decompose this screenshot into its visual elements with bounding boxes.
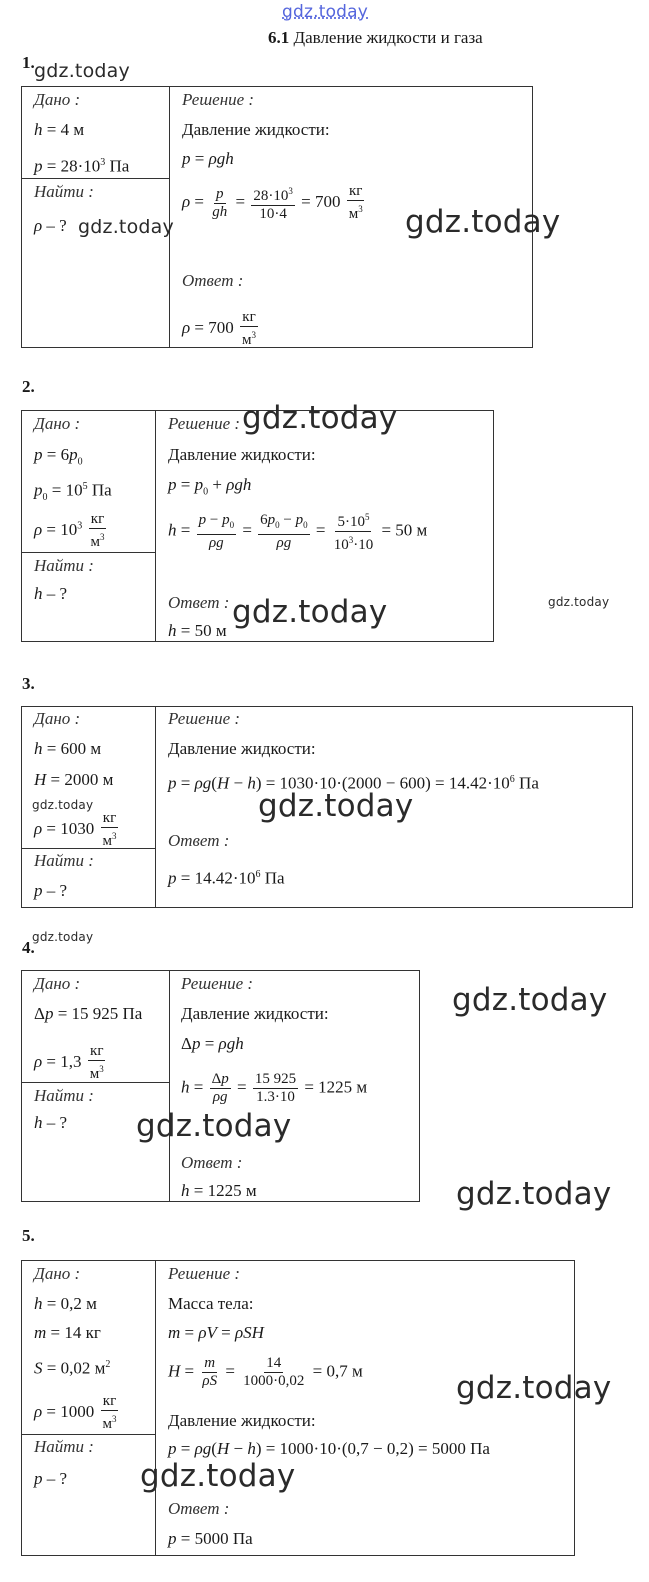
formula-line: p = ρg(H − h) = 1000·10·(0,7 − 0,2) = 5000 Па bbox=[168, 1439, 490, 1458]
find-label: Найти : bbox=[34, 851, 94, 870]
find-item: p – ? bbox=[34, 1469, 68, 1488]
formula-line: Δp = ρgh bbox=[181, 1034, 244, 1053]
given-item: $\rho = 10^3$ $\frac{кг}{м^3}$ bbox=[34, 511, 105, 550]
answer-value: ρ = 700 $\frac{кг}{м^3}$ bbox=[182, 309, 257, 348]
problem-number-1: 1. bbox=[22, 53, 35, 72]
solution-subtitle: Масса тела: bbox=[168, 1294, 254, 1313]
problem-number-2: 2. bbox=[22, 377, 35, 396]
solution-subtitle: Давление жидкости: bbox=[182, 120, 330, 139]
given-item: ρ = 1030 $\frac{кг}{м^3}$ bbox=[34, 810, 117, 849]
answer-value: $p = 14.42\cdot 10^6$ Па bbox=[168, 868, 285, 888]
watermark: gdz.today bbox=[548, 595, 610, 609]
problem-4-table bbox=[21, 970, 420, 1202]
solution-label: Решение : bbox=[181, 974, 254, 993]
formula-line: p = ρgh bbox=[182, 149, 234, 168]
solution-subtitle: Давление жидкости: bbox=[168, 739, 316, 758]
formula-line: $p = p_0 + \rho gh$ bbox=[168, 475, 252, 498]
given-label: Дано : bbox=[34, 709, 81, 728]
given-item: h = 0,2 м bbox=[34, 1294, 97, 1313]
answer-label: Ответ : bbox=[168, 593, 230, 612]
answer-value: h = 50 м bbox=[168, 621, 227, 640]
find-label: Найти : bbox=[34, 182, 94, 201]
watermark: gdz.today bbox=[405, 204, 561, 240]
section-title bbox=[268, 28, 483, 48]
section-title-text: Давление жидкости и газа bbox=[293, 28, 483, 47]
given-item: S = 0,02 $м^2$ bbox=[34, 1358, 111, 1378]
solution-subtitle: Давление жидкости: bbox=[168, 1411, 316, 1430]
formula-line: h = $\frac{p - p_0}{\rho g}$ = $\frac{6p_0 - p_0}{\rho g}$ = $\frac{5\cdot 10^5}{10^3\cdot 10}$ = 50 м bbox=[168, 509, 427, 554]
given-item: h = 4 м bbox=[34, 120, 85, 139]
given-item: h = 600 м bbox=[34, 739, 102, 758]
solution-subtitle: Давление жидкости: bbox=[181, 1004, 329, 1023]
watermark: gdz.today bbox=[140, 1458, 296, 1494]
watermark: gdz.today bbox=[232, 594, 388, 630]
problem-number-4: 4. bbox=[22, 938, 35, 957]
find-item: h – ? bbox=[34, 584, 68, 603]
given-item: m = 14 кг bbox=[34, 1323, 101, 1342]
watermark: gdz.today bbox=[78, 216, 174, 238]
watermark: gdz.today bbox=[258, 788, 414, 824]
solution-label: Решение : bbox=[168, 709, 241, 728]
formula-line: H = $\frac{m}{\rho S}$ = $\frac{14}{1000\cdot 0,02}$ = 0,7 м bbox=[168, 1355, 363, 1389]
answer-value: p = 5000 Па bbox=[168, 1529, 253, 1548]
problem-number-5: 5. bbox=[22, 1226, 35, 1245]
given-item: $p_0 = 10^5$ Па bbox=[34, 480, 112, 504]
given-item: H = 2000 м bbox=[34, 770, 114, 789]
watermark: gdz.today bbox=[136, 1108, 292, 1144]
find-label: Найти : bbox=[34, 1437, 94, 1456]
answer-label: Ответ : bbox=[182, 271, 244, 290]
given-item: $p = 6p_0$ bbox=[34, 445, 83, 468]
find-item: ρ – ? bbox=[34, 216, 67, 235]
solution-label: Решение : bbox=[168, 414, 241, 433]
watermark: gdz.today bbox=[452, 982, 608, 1018]
answer-value: h = 1225 м bbox=[181, 1181, 257, 1200]
watermark: gdz.today bbox=[456, 1176, 612, 1212]
formula-line: h = $\frac{\Delta p}{\rho g}$ = $\frac{15 925}{1.3\cdot 10}$ = 1225 м bbox=[181, 1071, 368, 1105]
formula-line: $p = \rho g(H - h) = 1030\cdot 10\cdot(2000 - 600) = 14.42\cdot 10^6$ Па bbox=[168, 773, 539, 793]
problem-number-3: 3. bbox=[22, 674, 35, 693]
find-label: Найти : bbox=[34, 1086, 94, 1105]
given-item: ρ = 1,3 $\frac{кг}{м^3}$ bbox=[34, 1043, 104, 1082]
given-item: ρ = 1000 $\frac{кг}{м^3}$ bbox=[34, 1393, 117, 1432]
formula-line: m = ρV = ρSH bbox=[168, 1323, 264, 1342]
solution-subtitle: Давление жидкости: bbox=[168, 445, 316, 464]
watermark: gdz.today bbox=[32, 930, 94, 944]
answer-label: Ответ : bbox=[168, 1499, 230, 1518]
formula-line: ρ = $\frac{p}{gh}$ = $\frac{28\cdot 10^3}{10\cdot 4}$ = 700 $\frac{кг}{м^3}$ bbox=[182, 183, 363, 222]
solution-label: Решение : bbox=[182, 90, 255, 109]
watermark: gdz.today bbox=[456, 1370, 612, 1406]
top-watermark: gdz.today bbox=[282, 2, 369, 22]
given-label: Дано : bbox=[34, 1264, 81, 1283]
watermark: gdz.today bbox=[242, 400, 398, 436]
problem-5-table bbox=[21, 1260, 575, 1556]
find-item: p – ? bbox=[34, 881, 68, 900]
given-item: Δp = 15 925 Па bbox=[34, 1004, 143, 1023]
answer-label: Ответ : bbox=[181, 1153, 243, 1172]
find-label: Найти : bbox=[34, 556, 94, 575]
given-label: Дано : bbox=[34, 90, 81, 109]
solution-label: Решение : bbox=[168, 1264, 241, 1283]
watermark: gdz.today bbox=[34, 60, 130, 82]
section-number: 6.1 bbox=[268, 28, 290, 47]
watermark: gdz.today bbox=[32, 798, 94, 812]
given-label: Дано : bbox=[34, 414, 81, 433]
given-label: Дано : bbox=[34, 974, 81, 993]
find-item: h – ? bbox=[34, 1113, 68, 1132]
answer-label: Ответ : bbox=[168, 831, 230, 850]
given-item: $p = 28\cdot 10^3$ Па bbox=[34, 156, 130, 176]
